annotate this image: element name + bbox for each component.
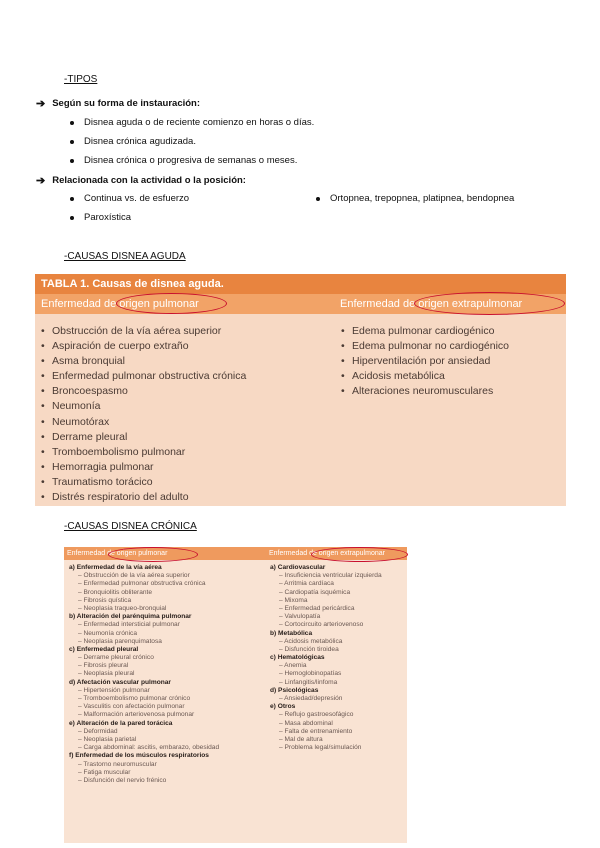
arrow-icon: ➔: [36, 98, 46, 110]
list-item: – Disfunción del nervio frénico: [78, 776, 167, 784]
list-item: – Bronquiolitis obliterante: [78, 588, 153, 596]
list-item: – Disfunción tiroidea: [279, 645, 339, 653]
list-item: – Anemia: [279, 662, 307, 670]
list-item: – Cardiopatía isquémica: [279, 588, 351, 596]
list-item: • Enfermedad pulmonar obstructiva crónica: [41, 369, 246, 384]
list-item: – Masa abdominal: [279, 719, 333, 727]
category-heading: a) Cardiovascular: [270, 564, 326, 571]
list-item: – Carga abdominal: ascitis, embarazo, obesidad: [78, 744, 220, 752]
column-header-extrapulmonar: Enfermedad de origen extrapulmonar: [269, 550, 385, 557]
list-item: – Trastorno neuromuscular: [78, 760, 157, 768]
list-item: – Valvulopatía: [279, 613, 321, 621]
list-item: – Ansiedad/depresión: [279, 695, 343, 702]
list-item: • Tromboembolismo pulmonar: [41, 445, 246, 460]
list-item: • Aspiración de cuerpo extraño: [41, 339, 246, 354]
list-item: [70, 136, 196, 147]
list-item: – Neoplasia parenquimatosa: [78, 637, 162, 645]
section-title-aguda: -CAUSAS DISNEA AGUDA: [64, 251, 186, 262]
list-item: [70, 193, 189, 204]
column-header-pulmonar: Enfermedad de origen pulmonar: [67, 550, 168, 557]
table-causas-aguda: [35, 274, 566, 506]
list-item: • Edema pulmonar cardiogénico: [341, 324, 509, 339]
category-heading: b) Metabólica: [270, 629, 313, 637]
section-title-tipos: -TIPOS: [64, 74, 98, 85]
list-item: – Problema legal/simulación: [279, 744, 362, 752]
list-item: – Obstrucción de la vía aérea superior: [78, 572, 190, 580]
table-title: TABLA 1. Causas de disnea aguda.: [35, 274, 566, 294]
list-item: [70, 212, 131, 223]
list-extrapulmonar-aguda: [341, 324, 509, 399]
list-item: • Hemorragia pulmonar: [41, 460, 246, 475]
list-item-text: Disnea crónica o progresiva de semanas o meses.: [84, 155, 298, 166]
bullet-icon: [316, 197, 320, 201]
list-pulmonar-cronica: [69, 564, 219, 785]
list-item: • Acidosis metabólica: [341, 369, 509, 384]
list-item: – Mal de altura: [279, 735, 323, 743]
table-causas-cronica: [64, 547, 407, 843]
highlight-circle: [311, 547, 408, 562]
list-item: • Obstrucción de la vía aérea superior: [41, 324, 246, 339]
list-item: • Traumatismo torácico: [41, 475, 246, 490]
heading-actividad-label: Relacionada con la actividad o la posición:: [52, 175, 246, 186]
list-item-text: Continua vs. de esfuerzo: [84, 193, 190, 204]
list-item: – Neoplasia traqueo-bronquial: [78, 604, 167, 612]
heading-actividad: [36, 174, 246, 187]
list-pulmonar-aguda: [41, 324, 246, 505]
list-item: – Cortocircuito arteriovenoso: [279, 621, 364, 629]
section-title-cronica: -CAUSAS DISNEA CRÓNICA: [64, 521, 197, 532]
list-item: [316, 193, 514, 204]
list-item: – Neoplasia pleural: [78, 670, 135, 678]
list-item: • Neumotórax: [41, 415, 246, 430]
list-item-text: Paroxística: [84, 212, 131, 223]
list-item: – Acidosis metabólica: [279, 637, 343, 645]
bullet-icon: [70, 197, 74, 201]
list-item: – Falta de entrenamiento: [279, 727, 353, 735]
list-item: – Tromboembolismo pulmonar crónico: [78, 695, 191, 702]
category-heading: c) Hematológicas: [270, 654, 325, 662]
list-item: • Derrame pleural: [41, 430, 246, 445]
highlight-circle: [414, 292, 565, 315]
list-item-text: Disnea crónica agudizada.: [84, 136, 196, 147]
bullet-icon: [70, 121, 74, 125]
list-item: • Hiperventilación por ansiedad: [341, 354, 509, 369]
list-item: – Fibrosis quística: [78, 596, 132, 604]
category-heading: c) Enfermedad pleural: [69, 645, 139, 653]
column-header-extrapulmonar: Enfermedad de origen extrapulmonar: [340, 298, 523, 310]
list-item-text: Ortopnea, trepopnea, platipnea, bendopnea: [330, 193, 515, 204]
list-item: • Edema pulmonar no cardiogénico: [341, 339, 509, 354]
list-item: – Reflujo gastroesofágico: [279, 711, 354, 719]
list-item: • Broncoespasmo: [41, 384, 246, 399]
bullet-icon: [70, 216, 74, 220]
list-item: – Derrame pleural crónico: [78, 654, 154, 662]
category-heading: f) Enfermedad de los músculos respiratorios: [69, 752, 209, 760]
list-item: – Insuficiencia ventricular izquierda: [279, 572, 382, 580]
list-item: • Neumonía: [41, 399, 246, 414]
highlight-circle: [108, 547, 198, 562]
arrow-icon: ➔: [36, 175, 46, 187]
list-item: – Mixoma: [279, 596, 308, 604]
list-item-text: Disnea aguda o de reciente comienzo en horas o días.: [84, 117, 315, 128]
heading-instauracion: [36, 97, 200, 110]
list-item: – Fibrosis pleural: [78, 662, 129, 670]
list-item: – Enfermedad intersticial pulmonar: [78, 621, 180, 629]
list-item: – Enfermedad pericárdica: [279, 604, 355, 612]
list-item: – Neumonía crónica: [78, 629, 138, 637]
column-header-pulmonar: Enfermedad de origen pulmonar: [41, 298, 199, 310]
list-item: – Enfermedad pulmonar obstructiva crónica: [78, 580, 206, 588]
category-heading: d) Afectación vascular pulmonar: [69, 678, 171, 686]
list-item: • Distrés respiratorio del adulto: [41, 490, 246, 505]
list-item: – Malformación arteriovenosa pulmonar: [78, 711, 195, 719]
heading-instauracion-label: Según su forma de instauración:: [52, 98, 201, 109]
category-heading: e) Otros: [270, 703, 296, 711]
list-item: – Linfangitis/linfoma: [279, 678, 338, 686]
list-item: – Arritmia cardíaca: [279, 580, 334, 588]
bullet-icon: [70, 140, 74, 144]
category-heading: d) Psicológicas: [270, 686, 319, 694]
list-item: [70, 117, 314, 128]
category-heading: a) Enfermedad de la vía aérea: [69, 564, 162, 571]
list-item: – Neoplasia parietal: [78, 735, 137, 743]
list-item: [70, 155, 297, 166]
list-item: • Asma bronquial: [41, 354, 246, 369]
category-heading: e) Alteración de la pared torácica: [69, 719, 173, 727]
category-heading: b) Alteración del parénquima pulmonar: [69, 613, 192, 621]
list-extrapulmonar-cronica: [270, 564, 382, 752]
list-item: • Alteraciones neuromusculares: [341, 384, 509, 399]
list-item: – Fatiga muscular: [78, 768, 131, 776]
list-item: – Deformidad: [78, 727, 118, 735]
bullet-icon: [70, 159, 74, 163]
list-item: – Hemoglobinopatías: [279, 670, 342, 678]
list-item: – Vasculitis con afectación pulmonar: [78, 703, 185, 711]
highlight-circle: [116, 293, 227, 314]
list-item: – Hipertensión pulmonar: [78, 686, 150, 694]
